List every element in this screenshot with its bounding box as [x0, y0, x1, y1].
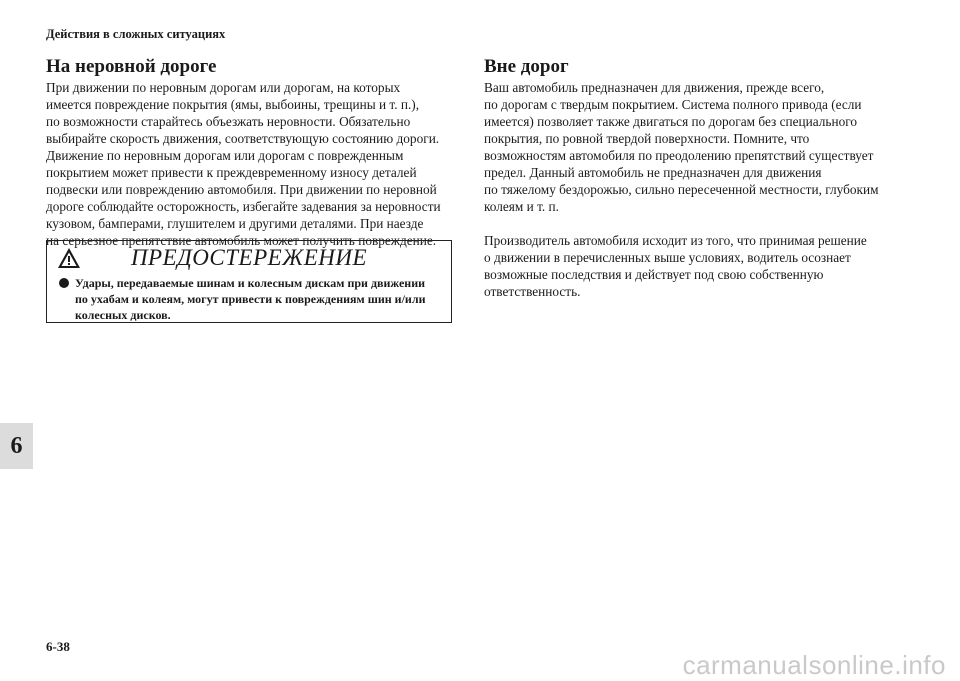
chapter-tab — [0, 423, 33, 469]
section-title-off-road: Вне дорог — [484, 56, 569, 77]
running-header: Действия в сложных ситуациях — [46, 27, 226, 41]
section-body-rough-road: При движении по неровным дорогам или дорогам, на которых имеется повреждение покрытия (ямы, выбоины, трещины и т. п.), по возможности старайтесь объезжать неровности. Обязательно выбирайте скорость движения, соответствующую состоянию дороги. Движение по неровным дорогам или дорогам с поврежденным покрытием может привести к преждевременному износу деталей подвески или повреждению автомобиля. При движении по неровной дороге соблюдайте осторожность, избегайте задевания за неровности кузовом, бамперами, глушителем и другими деталями. При наезде на серьезное препятствие автомобиль может получить повреждение. — [46, 80, 441, 248]
left-column — [46, 55, 461, 249]
watermark: carmanualsonline.info — [682, 650, 946, 680]
warning-text: Удары, передаваемые шинам и колесным дискам при движении по ухабам и колеям, могут привести к повреждениям шин и/или колесных дисков. — [75, 276, 426, 322]
section-body-responsibility: Производитель автомобиля исходит из того, что принимая решение о движении в перечисленных выше условиях, водитель осознает возможные последствия и действует под свою собственную ответственность. — [484, 233, 867, 299]
warning-item — [59, 275, 441, 323]
section-title-rough-road: На неровной дороге — [46, 56, 217, 77]
page-number: 6-38 — [46, 639, 70, 654]
bullet-icon — [59, 278, 69, 288]
section-body-off-road: Ваш автомобиль предназначен для движения, прежде всего, по дорогам с твердым покрытием. Система полного привода (если имеется) позволяет также двигаться по дорогам без специального покрытия, по ровной твердой поверхности. Помните, что возможностям автомобиля по преодолению препятствий существует предел. Данный автомобиль не предназначен для движения по тяжелому бездорожью, сильно пересеченной местности, глубоким колеям и т. п. — [484, 80, 879, 214]
chapter-number: 6 — [10, 432, 23, 459]
warning-header — [47, 241, 451, 275]
warning-triangle-icon — [57, 247, 81, 269]
warning-box — [46, 240, 452, 323]
warning-title: ПРЕДОСТЕРЕЖЕНИЕ — [130, 245, 368, 270]
right-column — [484, 55, 904, 300]
